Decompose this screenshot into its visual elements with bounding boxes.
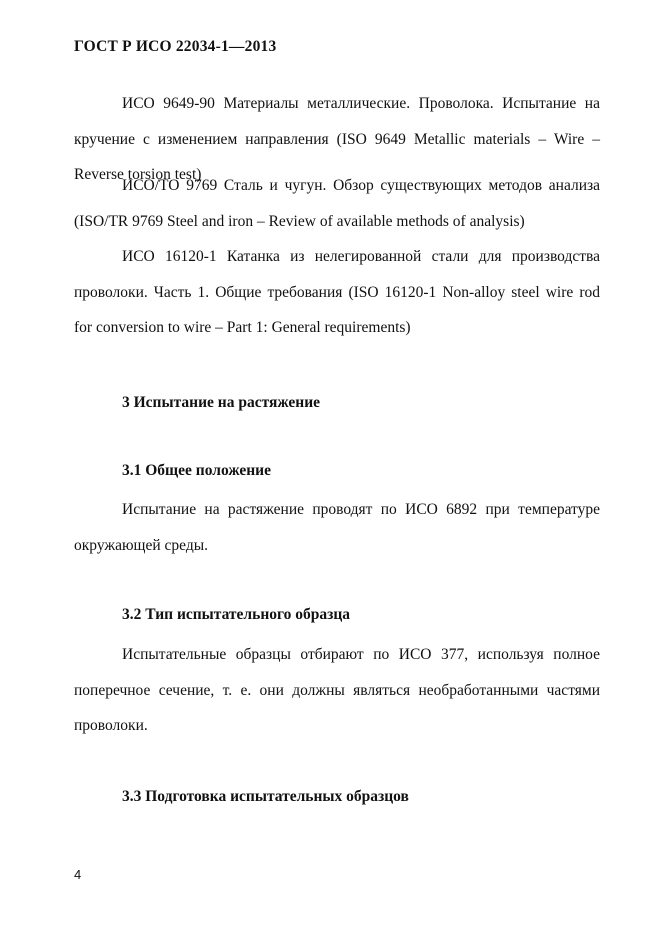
reference-iso-9649: ИСО 9649-90 Материалы металлические. Проволока. Испытание на кручение с изменением направления (ISO 9649 Metallic materials – Wire – Reverse torsion test) xyxy=(74,95,600,183)
section-3-heading: 3 Испытание на растяжение xyxy=(122,394,321,411)
section-3-1-text: Испытание на растяжение проводят по ИСО 6892 при температуре окружающей среды. xyxy=(74,501,600,554)
section-3-2-text: Испытательные образцы отбирают по ИСО 377, используя полное поперечное сечение, т. е. они должны являться необработанными частями проволоки. xyxy=(74,646,600,734)
reference-iso-tr-9769: ИСО/ТО 9769 Сталь и чугун. Обзор существующих методов анализа (ISO/TR 9769 Steel and iron – Review of available methods of analysis) xyxy=(74,177,600,230)
section-3-2-heading: 3.2 Тип испытательного образца xyxy=(122,606,351,623)
page-number: 4 xyxy=(74,867,82,882)
section-3-1-heading: 3.1 Общее положение xyxy=(122,462,271,479)
section-3-3-heading: 3.3 Подготовка испытательных образцов xyxy=(122,788,409,805)
document-header: ГОСТ Р ИСО 22034-1—2013 xyxy=(74,38,277,55)
reference-iso-16120-1: ИСО 16120-1 Катанка из нелегированной стали для производства проволоки. Часть 1. Общие требования (ISO 16120-1 Non-alloy steel wire rod for conversion to wire – Part 1: General requirements) xyxy=(74,248,600,336)
